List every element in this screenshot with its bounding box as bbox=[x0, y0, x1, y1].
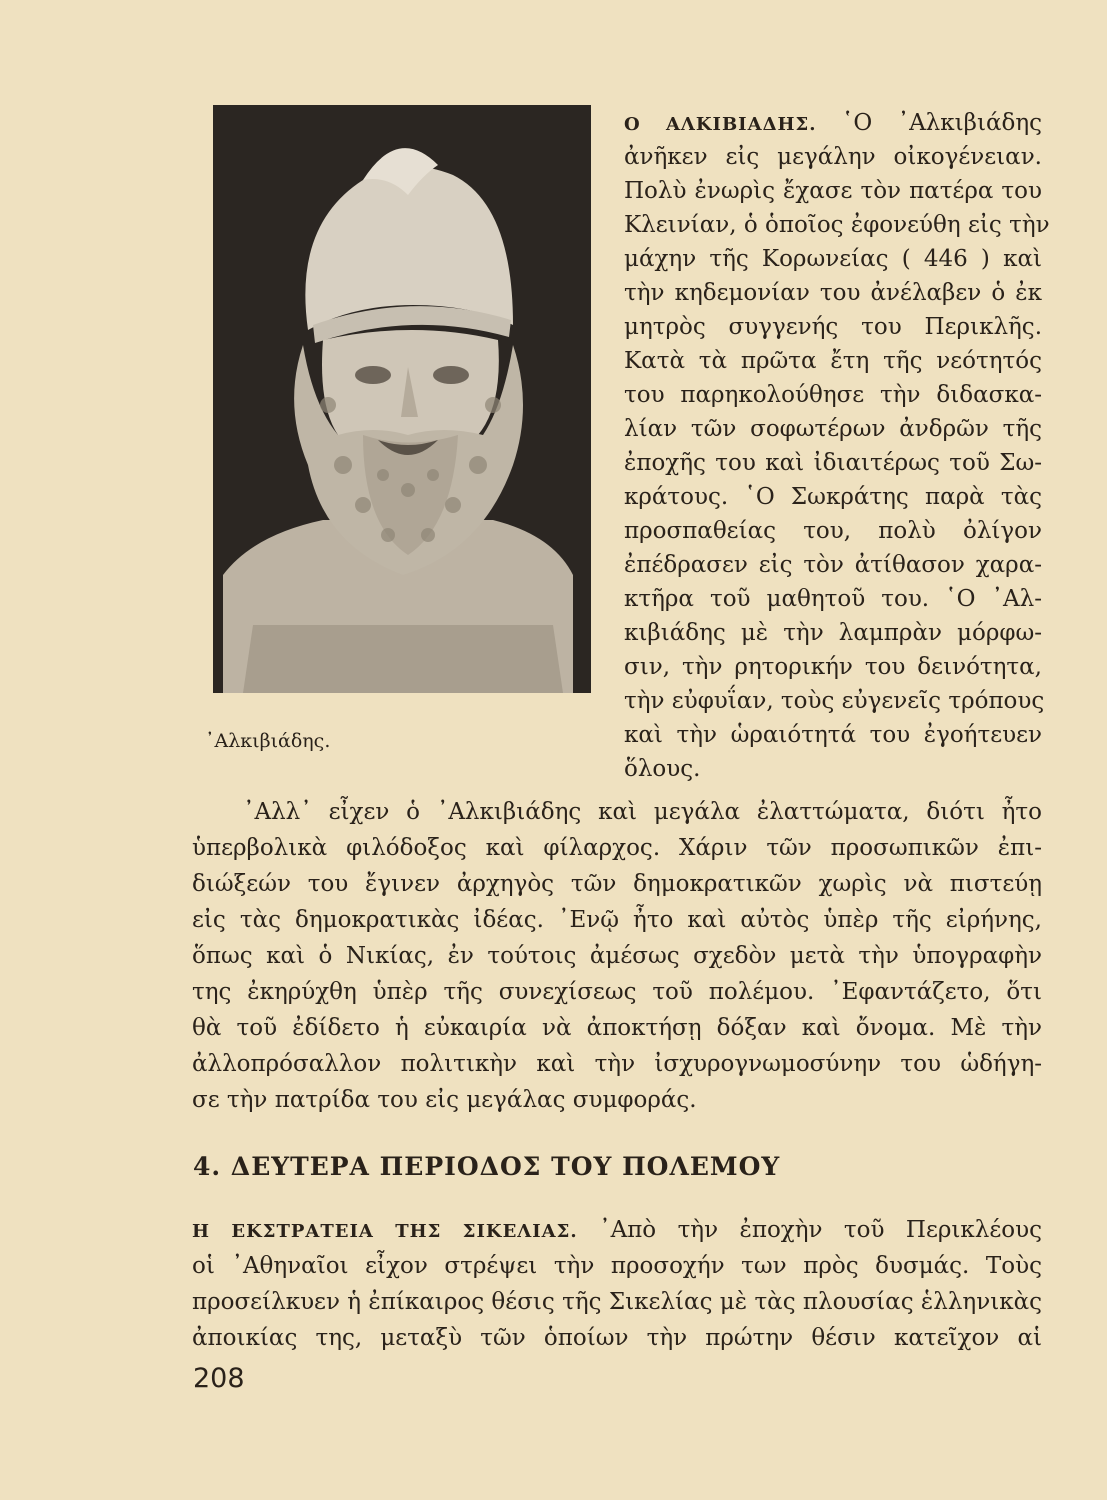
figure-caption: ᾿Αλκιβιάδης. bbox=[205, 730, 331, 752]
intro-line: κτῆρα τοῦ μαθητοῦ του. ῾Ο ᾿Αλ- bbox=[624, 586, 1042, 612]
section-title: 4. ΔΕΥΤΕΡΑ ΠΕΡΙΟΔΟΣ ΤΟΥ ΠΟΛΕΜΟΥ bbox=[193, 1152, 781, 1181]
paragraph3-heading: Η ΕΚΣΤΡΑΤΕΙΑ ΤΗΣ ΣΙΚΕΛΙΑΣ. bbox=[192, 1221, 578, 1242]
paragraph3-line-0 bbox=[192, 1213, 1042, 1249]
intro-first-line-rest: ῾Ο ᾿Αλκιβιάδης bbox=[841, 110, 1042, 136]
paragraph2-line: σε τὴν πατρίδα του εἰς μεγάλας συμφοράς. bbox=[192, 1087, 697, 1113]
intro-line: τὴν κηδεμονίαν του ἀνέλαβεν ὁ ἐκ bbox=[624, 280, 1042, 306]
paragraph3-line: οἱ ᾿Αθηναῖοι εἶχον στρέψει τὴν προσοχήν των πρὸς δυσμάς. Τοὺς bbox=[192, 1253, 1042, 1279]
intro-line: ἐπέδρασεν εἰς τὸν ἀτίθασον χαρα- bbox=[624, 552, 1042, 578]
paragraph3-line: ἀποικίας της, μεταξὺ τῶν ὁποίων τὴν πρώτην θέσιν κατεῖχον αἱ bbox=[192, 1325, 1042, 1351]
paragraph3-first-line-rest: ᾿Απὸ τὴν ἐποχὴν τοῦ Περικλέους bbox=[599, 1217, 1043, 1243]
paragraph2-line: θὰ τοῦ ἐδίδετο ἡ εὐκαιρία νὰ ἀποκτήσῃ δόξαν καὶ ὄνομα. Μὲ τὴν bbox=[192, 1015, 1042, 1041]
paragraph2-line: ᾿Αλλ᾿ εἶχεν ὁ ᾿Αλκιβιάδης καὶ μεγάλα ἐλαττώματα, διότι ἦτο bbox=[243, 799, 1042, 825]
intro-line: μητρὸς συγγενής του Περικλῆς. bbox=[624, 314, 1042, 340]
paragraph2-line: της ἐκηρύχθη ὑπὲρ τῆς συνεχίσεως τοῦ πολέμου. ᾿Εφαντάζετο, ὅτι bbox=[192, 979, 1042, 1005]
intro-line: καὶ τὴν ὡραιότητά του ἐγοήτευεν bbox=[624, 722, 1042, 748]
intro-line: του παρηκολούθησε τὴν διδασκα- bbox=[624, 382, 1042, 408]
intro-line: ἐποχῆς του καὶ ἰδιαιτέρως τοῦ Σω- bbox=[624, 450, 1042, 476]
intro-line-0 bbox=[624, 106, 1042, 142]
paragraph2-line: ὑπερβολικὰ φιλόδοξος καὶ φίλαρχος. Χάριν τῶν προσωπικῶν ἐπι- bbox=[192, 835, 1042, 861]
intro-line: κράτους. ῾Ο Σωκράτης παρὰ τὰς bbox=[624, 484, 1042, 510]
paragraph2-line: διώξεών του ἔγινεν ἀρχηγὸς τῶν δημοκρατικῶν χωρὶς νὰ πιστεύῃ bbox=[192, 871, 1042, 897]
page-number: 208 bbox=[193, 1363, 245, 1394]
intro-line: προσπαθείας του, πολὺ ὀλίγον bbox=[624, 518, 1042, 544]
intro-line: σιν, τὴν ρητορικήν του δεινότητα, bbox=[624, 654, 1042, 680]
intro-line: Πολὺ ἐνωρὶς ἔχασε τὸν πατέρα του bbox=[624, 178, 1042, 204]
intro-line: ὅλους. bbox=[624, 756, 701, 782]
paragraph2-line: ὅπως καὶ ὁ Νικίας, ἐν τούτοις ἀμέσως σχεδὸν μετὰ τὴν ὑπογραφὴν bbox=[192, 943, 1042, 969]
intro-line: μάχην τῆς Κορωνείας ( 446 ) καὶ bbox=[624, 246, 1042, 272]
alcibiades-bust-photo bbox=[213, 105, 591, 693]
intro-line: τὴν εὐφυΐαν, τοὺς εὐγενεῖς τρόπους bbox=[624, 688, 1045, 714]
intro-line: ἀνῆκεν εἰς μεγάλην οἰκογένειαν. bbox=[624, 144, 1042, 170]
paragraph2-line: ἀλλοπρόσαλλον πολιτικὴν καὶ τὴν ἰσχυρογνωμοσύνην του ὡδήγη- bbox=[192, 1051, 1042, 1077]
intro-line: Κατὰ τὰ πρῶτα ἔτη τῆς νεότητός bbox=[624, 348, 1042, 374]
intro-line: λίαν τῶν σοφωτέρων ἀνδρῶν τῆς bbox=[624, 416, 1042, 442]
intro-line: κιβιάδης μὲ τὴν λαμπρὰν μόρφω- bbox=[624, 620, 1042, 646]
paragraph3-line: προσείλκυεν ἡ ἐπίκαιρος θέσις τῆς Σικελίας μὲ τὰς πλουσίας ἑλληνικὰς bbox=[192, 1289, 1042, 1315]
intro-heading: Ο ΑΛΚΙΒΙΑΔΗΣ. bbox=[624, 114, 817, 135]
intro-line: Κλεινίαν, ὁ ὁποῖος ἐφονεύθη εἰς τὴν bbox=[624, 212, 1050, 238]
paragraph2-line: εἰς τὰς δημοκρατικὰς ἰδέας. ᾿Ενῷ ἦτο καὶ αὐτὸς ὑπὲρ τῆς εἰρήνης, bbox=[192, 907, 1042, 933]
